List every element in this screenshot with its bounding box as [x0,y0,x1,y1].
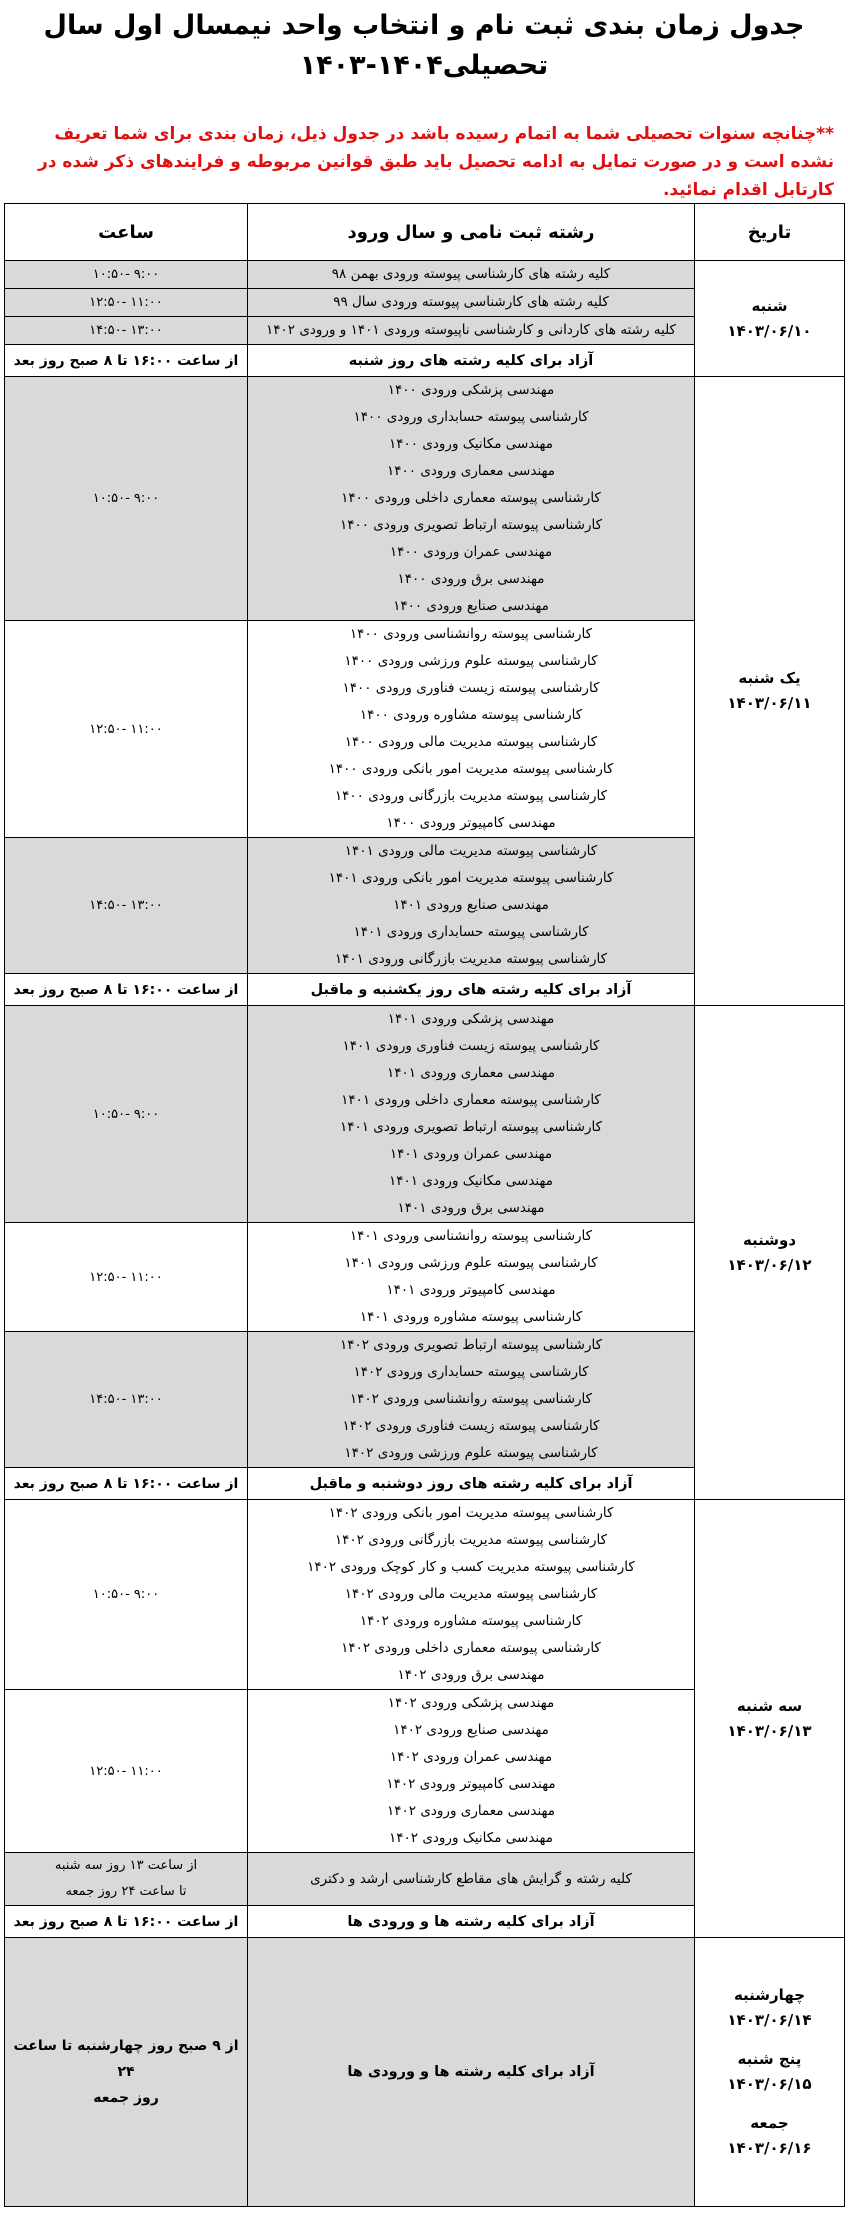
day-name: سه شنبه [736,1696,803,1715]
table-header-row [5,204,845,261]
program-item: مهندسی مکانیک ورودی ۱۴۰۱ [389,1173,553,1189]
program-item: کارشناسی پیوسته مدیریت مالی ورودی ۱۴۰۱ [344,843,598,859]
program-item: کارشناسی پیوسته علوم ورزشی ورودی ۱۴۰۰ [344,653,598,669]
free-note: آزاد برای کلیه رشته ها و ورودی ها [248,1906,695,1938]
date-cell-wed-fri [695,1938,845,2207]
time-cell: ۱۱:۰۰ -۱۲:۵۰ [5,621,248,838]
program-item: کارشناسی پیوسته مدیریت امور بانکی ورودی ۱۴۰۲ [328,1505,614,1521]
date-cell-saturday [695,261,845,377]
time-line: از ساعت ۱۳ روز سه شنبه [54,1858,198,1873]
program-cell [248,1500,695,1690]
table-row [5,377,845,621]
table-row [5,1500,845,1690]
program-item: مهندسی کامپیوتر ورودی ۱۴۰۰ [386,815,556,831]
time-line: از ۹ صبح روز چهارشنبه تا ساعت ۲۴ [13,2038,239,2080]
program-item: کارشناسی پیوسته مشاوره ورودی ۱۴۰۲ [359,1613,583,1629]
program-item: کلیه رشته های کارشناسی پیوسته ورودی بهمن ۹۸ [331,266,611,282]
program-item: مهندسی صنایع ورودی ۱۴۰۰ [393,598,549,614]
time-line: روز جمعه [93,2090,159,2106]
program-item: کارشناسی پیوسته معماری داخلی ورودی ۱۴۰۰ [341,490,601,506]
time-cell: ۱۱:۰۰ -۱۲:۵۰ [5,289,248,317]
table-row [5,1006,845,1223]
day-date: ۱۴۰۳/۰۶/۱۵ [727,2075,812,2093]
program-item: مهندسی برق ورودی ۱۴۰۲ [397,1667,545,1683]
time-cell: ۱۳:۰۰ -۱۴:۵۰ [5,317,248,345]
program-item: کارشناسی پیوسته معماری داخلی ورودی ۱۴۰۲ [341,1640,601,1656]
day-date: ۱۴۰۳/۰۶/۱۰ [727,321,812,340]
free-time: از ساعت ۱۶:۰۰ تا ۸ صبح روز بعد [5,974,248,1006]
program-item: کارشناسی پیوسته علوم ورزشی ورودی ۱۴۰۱ [344,1255,598,1271]
day-date: ۱۴۰۳/۰۶/۱۴ [727,2011,812,2029]
program-item: کارشناسی پیوسته زیست فناوری ورودی ۱۴۰۱ [342,1038,600,1054]
time-cell: ۱۳:۰۰ -۱۴:۵۰ [5,838,248,974]
time-cell [5,1853,248,1906]
program-item: کارشناسی پیوسته ارتباط تصویری ورودی ۱۴۰۲ [339,1337,603,1353]
date-cell-sunday [695,377,845,1006]
program-item: مهندسی پزشکی ورودی ۱۴۰۲ [387,1695,555,1711]
program-item: مهندسی معماری ورودی ۱۴۰۰ [387,463,555,479]
header-time: ساعت [5,204,248,261]
free-note: آزاد برای کلیه رشته های روز شنبه [248,345,695,377]
program-item: مهندسی برق ورودی ۱۴۰۰ [397,571,545,587]
program-item: کارشناسی پیوسته ارتباط تصویری ورودی ۱۴۰۰ [339,517,603,533]
program-item: مهندسی کامپیوتر ورودی ۱۴۰۱ [386,1282,556,1298]
time-cell: ۱۱:۰۰ -۱۲:۵۰ [5,1690,248,1853]
free-time: از ساعت ۱۶:۰۰ تا ۸ صبح روز بعد [5,345,248,377]
program-cell [248,261,695,289]
program-item: مهندسی معماری ورودی ۱۴۰۲ [387,1803,555,1819]
program-item: کلیه رشته های کاردانی و کارشناسی ناپیوسته ورودی ۱۴۰۱ و ورودی ۱۴۰۲ [266,322,676,338]
page-title: جدول زمان بندی ثبت نام و انتخاب واحد نیمسال اول سال تحصیلی۱۴۰۴-۱۴۰۳ [43,10,805,81]
program-cell [248,1853,695,1906]
time-cell: ۱۱:۰۰ -۱۲:۵۰ [5,1223,248,1332]
program-item: کارشناسی پیوسته مدیریت امور بانکی ورودی ۱۴۰۱ [328,870,614,886]
program-item: مهندسی مکانیک ورودی ۱۴۰۲ [389,1830,553,1846]
program-item: مهندسی مکانیک ورودی ۱۴۰۰ [389,436,553,452]
program-cell [248,1690,695,1853]
program-item: کارشناسی پیوسته مشاوره ورودی ۱۴۰۱ [359,1309,583,1325]
program-item: کارشناسی پیوسته معماری داخلی ورودی ۱۴۰۱ [341,1092,601,1108]
program-item: مهندسی صنایع ورودی ۱۴۰۲ [393,1722,549,1738]
day-name: جمعه [750,2114,789,2132]
day-name: یک شنبه [738,669,801,687]
program-item: کارشناسی پیوسته زیست فناوری ورودی ۱۴۰۲ [342,1418,600,1434]
program-item: کلیه رشته های کارشناسی پیوسته ورودی سال ۹۹ [333,294,609,310]
program-item: کارشناسی پیوسته روانشناسی ورودی ۱۴۰۰ [349,626,593,642]
day-name: چهارشنبه [733,1986,806,2004]
program-item: کارشناسی پیوسته مدیریت بازرگانی ورودی ۱۴۰۲ [334,1532,608,1548]
table-row [5,261,845,289]
day-date: ۱۴۰۳/۰۶/۱۱ [727,694,812,712]
program-item: کارشناسی پیوسته حسابداری ورودی ۱۴۰۲ [353,1364,589,1380]
day-date: ۱۴۰۳/۰۶/۱۲ [727,1255,812,1274]
time-line: تا ساعت ۲۴ روز جمعه [65,1884,187,1899]
program-cell [248,289,695,317]
free-time: از ساعت ۱۶:۰۰ تا ۸ صبح روز بعد [5,1906,248,1938]
program-cell [248,621,695,838]
free-note: آزاد برای کلیه رشته های روز دوشنبه و ماقبل [248,1468,695,1500]
schedule-table [4,203,845,2207]
free-note: آزاد برای کلیه رشته های روز یکشنبه و ماقبل [248,974,695,1006]
program-item: کارشناسی پیوسته ارتباط تصویری ورودی ۱۴۰۱ [339,1119,603,1135]
program-cell [248,1332,695,1468]
program-item: کارشناسی پیوسته مدیریت امور بانکی ورودی ۱۴۰۰ [328,761,614,777]
program-cell [248,838,695,974]
time-cell: ۹:۰۰ -۱۰:۵۰ [5,261,248,289]
program-item: کارشناسی پیوسته علوم ورزشی ورودی ۱۴۰۲ [344,1445,598,1461]
day-date: ۱۴۰۳/۰۶/۱۳ [727,1721,812,1740]
program-item: کارشناسی پیوسته روانشناسی ورودی ۱۴۰۲ [349,1391,593,1407]
time-cell: ۹:۰۰ -۱۰:۵۰ [5,377,248,621]
day-name: پنج شنبه [737,2050,802,2068]
header-program: رشته ثبت نامی و سال ورود [248,204,695,261]
program-item: کارشناسی پیوسته حسابداری ورودی ۱۴۰۰ [353,409,589,425]
free-time: از ساعت ۱۶:۰۰ تا ۸ صبح روز بعد [5,1468,248,1500]
date-cell-tuesday [695,1500,845,1938]
program-item: مهندسی عمران ورودی ۱۴۰۱ [389,1146,553,1162]
program-item: کارشناسی پیوسته مدیریت بازرگانی ورودی ۱۴۰۰ [334,788,608,804]
day-name: دوشنبه [742,1230,797,1249]
day-name: شنبه [751,296,788,315]
program-item: مهندسی پزشکی ورودی ۱۴۰۱ [387,1011,555,1027]
program-item: کارشناسی پیوسته مدیریت مالی ورودی ۱۴۰۰ [344,734,598,750]
program-cell [248,377,695,621]
program-item: مهندسی معماری ورودی ۱۴۰۱ [387,1065,555,1081]
program-item: کارشناسی پیوسته حسابداری ورودی ۱۴۰۱ [353,924,589,940]
program-item: مهندسی برق ورودی ۱۴۰۱ [397,1200,545,1216]
time-cell: ۱۳:۰۰ -۱۴:۵۰ [5,1332,248,1468]
program-item: مهندسی عمران ورودی ۱۴۰۲ [389,1749,553,1765]
notice-text: **چنانچه سنوات تحصیلی شما به اتمام رسیده باشد در جدول ذیل، زمان بندی برای شما تعریف نشده است و در صورت تمایل به ادامه تحصیل باید طبق قوانین مربوطه و فرایندهای ذکر شده در کارتابل اقدام نمائید. [37,124,834,200]
program-cell [248,1223,695,1332]
program-item: کارشناسی پیوسته مدیریت بازرگانی ورودی ۱۴۰۱ [334,951,608,967]
table-row [5,1938,845,2207]
program-item: مهندسی پزشکی ورودی ۱۴۰۰ [387,382,555,398]
header-date: تاریخ [695,204,845,261]
program-item: مهندسی عمران ورودی ۱۴۰۰ [389,544,553,560]
free-time [5,1938,248,2207]
time-cell: ۹:۰۰ -۱۰:۵۰ [5,1006,248,1223]
program-item: کارشناسی پیوسته روانشناسی ورودی ۱۴۰۱ [349,1228,593,1244]
program-cell [248,317,695,345]
free-note: آزاد برای کلیه رشته ها و ورودی ها [248,1938,695,2207]
program-item: مهندسی صنایع ورودی ۱۴۰۱ [393,897,549,913]
program-cell [248,1006,695,1223]
program-item: مهندسی کامپیوتر ورودی ۱۴۰۲ [386,1776,556,1792]
time-cell: ۹:۰۰ -۱۰:۵۰ [5,1500,248,1690]
day-date: ۱۴۰۳/۰۶/۱۶ [727,2139,812,2157]
date-cell-monday [695,1006,845,1500]
program-item: کارشناسی پیوسته زیست فناوری ورودی ۱۴۰۰ [342,680,600,696]
program-item: کارشناسی پیوسته مدیریت کسب و کار کوچک ورودی ۱۴۰۲ [307,1559,635,1575]
program-item: کارشناسی پیوسته مدیریت مالی ورودی ۱۴۰۲ [344,1586,598,1602]
program-item: کلیه رشته و گرایش های مقاطع کارشناسی ارشد و دکتری [310,1870,632,1887]
program-item: کارشناسی پیوسته مشاوره ورودی ۱۴۰۰ [359,707,583,723]
